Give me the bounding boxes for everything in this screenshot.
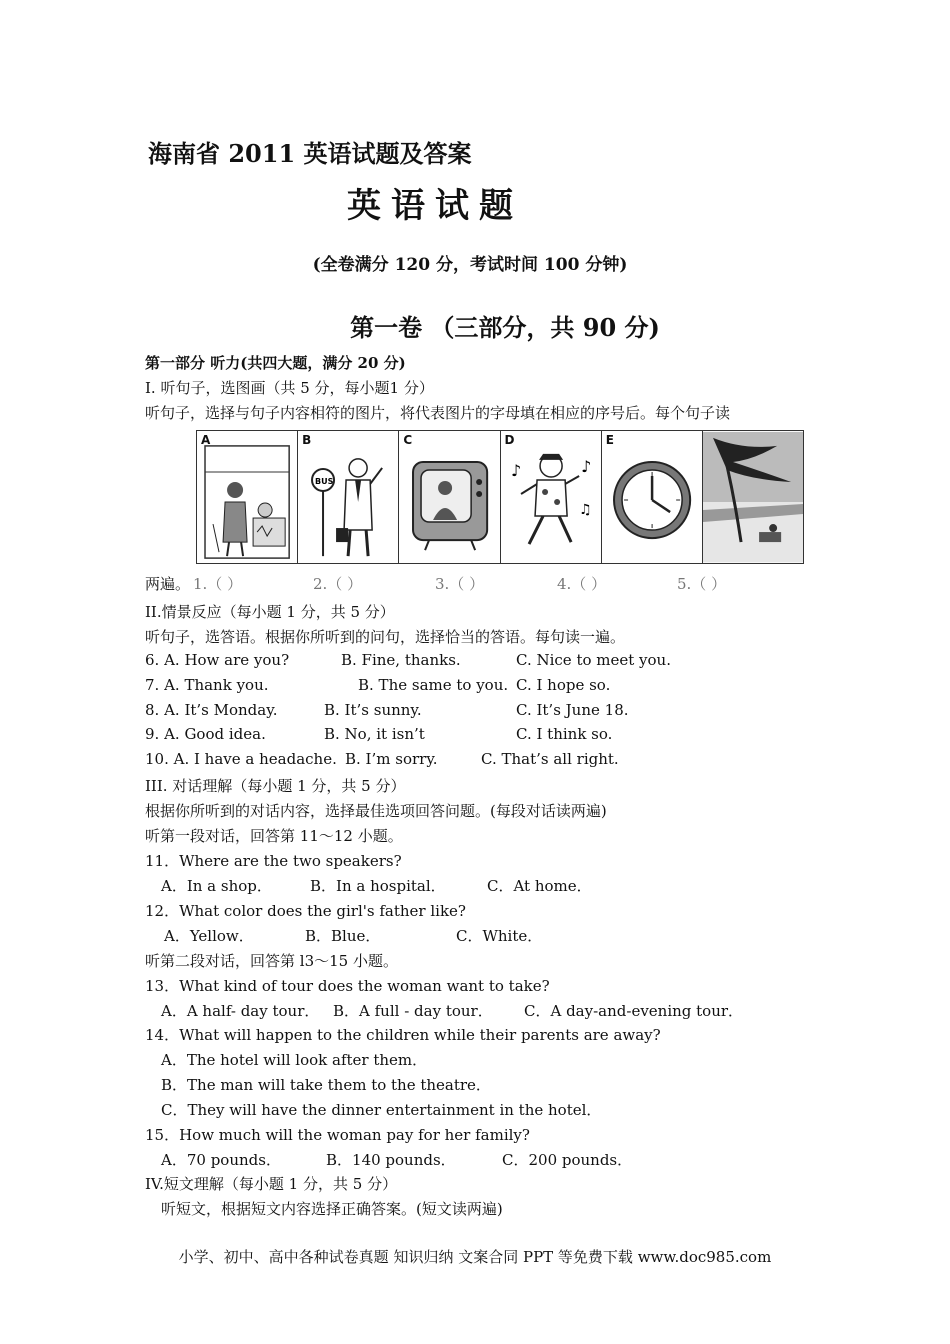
option-c: C. I hope so.: [516, 676, 611, 694]
option-b: B. No, it isn’t: [324, 725, 425, 743]
question-11-text: 11．Where are the two speakers?: [145, 852, 402, 870]
answer-blank-4[interactable]: 4.（ ）: [557, 575, 607, 593]
picture-f: [703, 431, 803, 563]
sec1-answer-row: [145, 573, 727, 594]
picture-b: [298, 431, 399, 563]
sec1-title: I. 听句子，选图画（共 5 分，每小题1 分）: [145, 379, 434, 397]
q13-option-a: A．A half- day tour．: [161, 1002, 320, 1020]
clock-icon: [602, 431, 702, 563]
svg-text:♫: ♫: [578, 502, 592, 519]
picture-letter: B: [302, 433, 312, 447]
sec2-instruction: 听句子，选答语。根据你所听到的问句，选择恰当的答语。每句读一遍。: [145, 628, 626, 646]
q12-option-b: B．Blue．: [305, 927, 381, 945]
option-a: 8. A. It’s Monday.: [145, 701, 278, 719]
q14-option-b: B．The man will take them to the theatre．: [161, 1076, 491, 1094]
question-14-text: 14．What will happen to the children while their parents are away?: [145, 1026, 661, 1044]
q11-option-b: B．In a hospital．: [310, 877, 446, 895]
question-13-text: 13．What kind of tour does the woman want to take?: [145, 977, 550, 995]
dancing-man-icon: [501, 431, 601, 563]
q14-option-a: A．The hotel will look after them．: [161, 1051, 428, 1069]
option-b: B. Fine, thanks.: [341, 651, 461, 669]
answer-blank-5[interactable]: 5.（ ）: [677, 575, 727, 593]
answer-prefix: 两遍。: [145, 575, 191, 593]
sec4-instruction: 听短文，根据短文内容选择正确答案。(短文读两遍): [161, 1200, 503, 1218]
sec3-instruction: 根据你所听到的对话内容，选择最佳选项回答问题。(每段对话读两遍): [145, 802, 607, 820]
answer-blank-2[interactable]: 2.（ ）: [313, 575, 363, 593]
option-a: 6. A. How are you?: [145, 651, 290, 669]
option-c: C. That’s all right.: [481, 750, 619, 768]
answer-blank-1[interactable]: 1.（ ）: [193, 575, 243, 593]
svg-text:♪: ♪: [510, 460, 521, 480]
q15-option-a: A．70 pounds．: [161, 1151, 281, 1169]
doc-title: 海南省 2011 英语试题及答案: [148, 139, 472, 168]
svg-text:BUS: BUS: [315, 476, 334, 486]
option-a: 7. A. Thank you.: [145, 676, 269, 694]
question-12-text: 12．What color does the girl's father like?: [145, 902, 466, 920]
q13-option-b: B．A full - day tour．: [333, 1002, 493, 1020]
picture-letter: E: [605, 433, 614, 447]
q12-option-a: A．Yellow．: [164, 927, 254, 945]
option-c: C. It’s June 18.: [516, 701, 629, 719]
option-a: 10. A. I have a headache.: [145, 750, 337, 768]
question-15-text: 15．How much will the woman pay for her family?: [145, 1126, 530, 1144]
sec2-title: II.情景反应（每小题 1 分，共 5 分）: [145, 603, 395, 621]
dialog1-instruction: 听第一段对话，回答第 11～12 小题。: [145, 827, 403, 845]
part1-title: 第一部分 听力(共四大题，满分 20 分): [145, 354, 406, 372]
q15-option-c: C．200 pounds．: [502, 1151, 633, 1169]
picture-c: [399, 431, 500, 563]
picture-letter: C: [403, 433, 413, 447]
option-c: C. I think so.: [516, 725, 613, 743]
picture-letter: D: [504, 433, 515, 447]
option-b: B. It’s sunny.: [324, 701, 422, 719]
q11-option-c: C．At home．: [487, 877, 592, 895]
sec4-title: IV.短文理解（每小题 1 分，共 5 分）: [145, 1175, 398, 1193]
option-c: C. Nice to meet you.: [516, 651, 671, 669]
option-b: B. I’m sorry.: [345, 750, 438, 768]
hospital-scene-icon: [197, 431, 297, 563]
q15-option-b: B．140 pounds．: [326, 1151, 456, 1169]
svg-text:♪: ♪: [580, 456, 591, 476]
sec1-instruction: 听句子，选择与句子内容相符的图片，将代表图片的字母填在相应的序号后。每个句子读: [145, 404, 731, 422]
q11-option-a: A．In a shop．: [161, 877, 272, 895]
man-at-bus-stop-icon: [298, 431, 398, 563]
footer-ad: 小学、初中、高中各种试卷真题 知识归纳 文案合同 PPT 等免费下载 www.doc985.com: [178, 1248, 772, 1266]
q13-option-c: C．A day-and-evening tour．: [524, 1002, 744, 1020]
q14-option-c: C．They will have the dinner entertainment in the hotel．: [161, 1101, 602, 1119]
q12-option-c: C．White．: [456, 927, 543, 945]
picture-letter: A: [201, 433, 211, 447]
answer-blank-3[interactable]: 3.（ ）: [435, 575, 485, 593]
dialog2-instruction: 听第二段对话，回答第 l3～15 小题。: [145, 952, 398, 970]
subtitle: (全卷满分 120 分，考试时间 100 分钟): [312, 255, 628, 275]
beach-palm-icon: [703, 431, 803, 563]
option-b: B. The same to you.: [358, 676, 509, 694]
option-a: 9. A. Good idea.: [145, 725, 266, 743]
volume-title: 第一卷 （三部分，共 90 分): [350, 313, 660, 342]
picture-e: [602, 431, 703, 563]
sec3-title: III. 对话理解（每小题 1 分，共 5 分）: [145, 777, 406, 795]
television-icon: [399, 431, 499, 563]
picture-d: [501, 431, 602, 563]
picture-strip: [196, 430, 804, 564]
picture-a: [197, 431, 298, 563]
main-title: 英语试题: [347, 186, 523, 226]
